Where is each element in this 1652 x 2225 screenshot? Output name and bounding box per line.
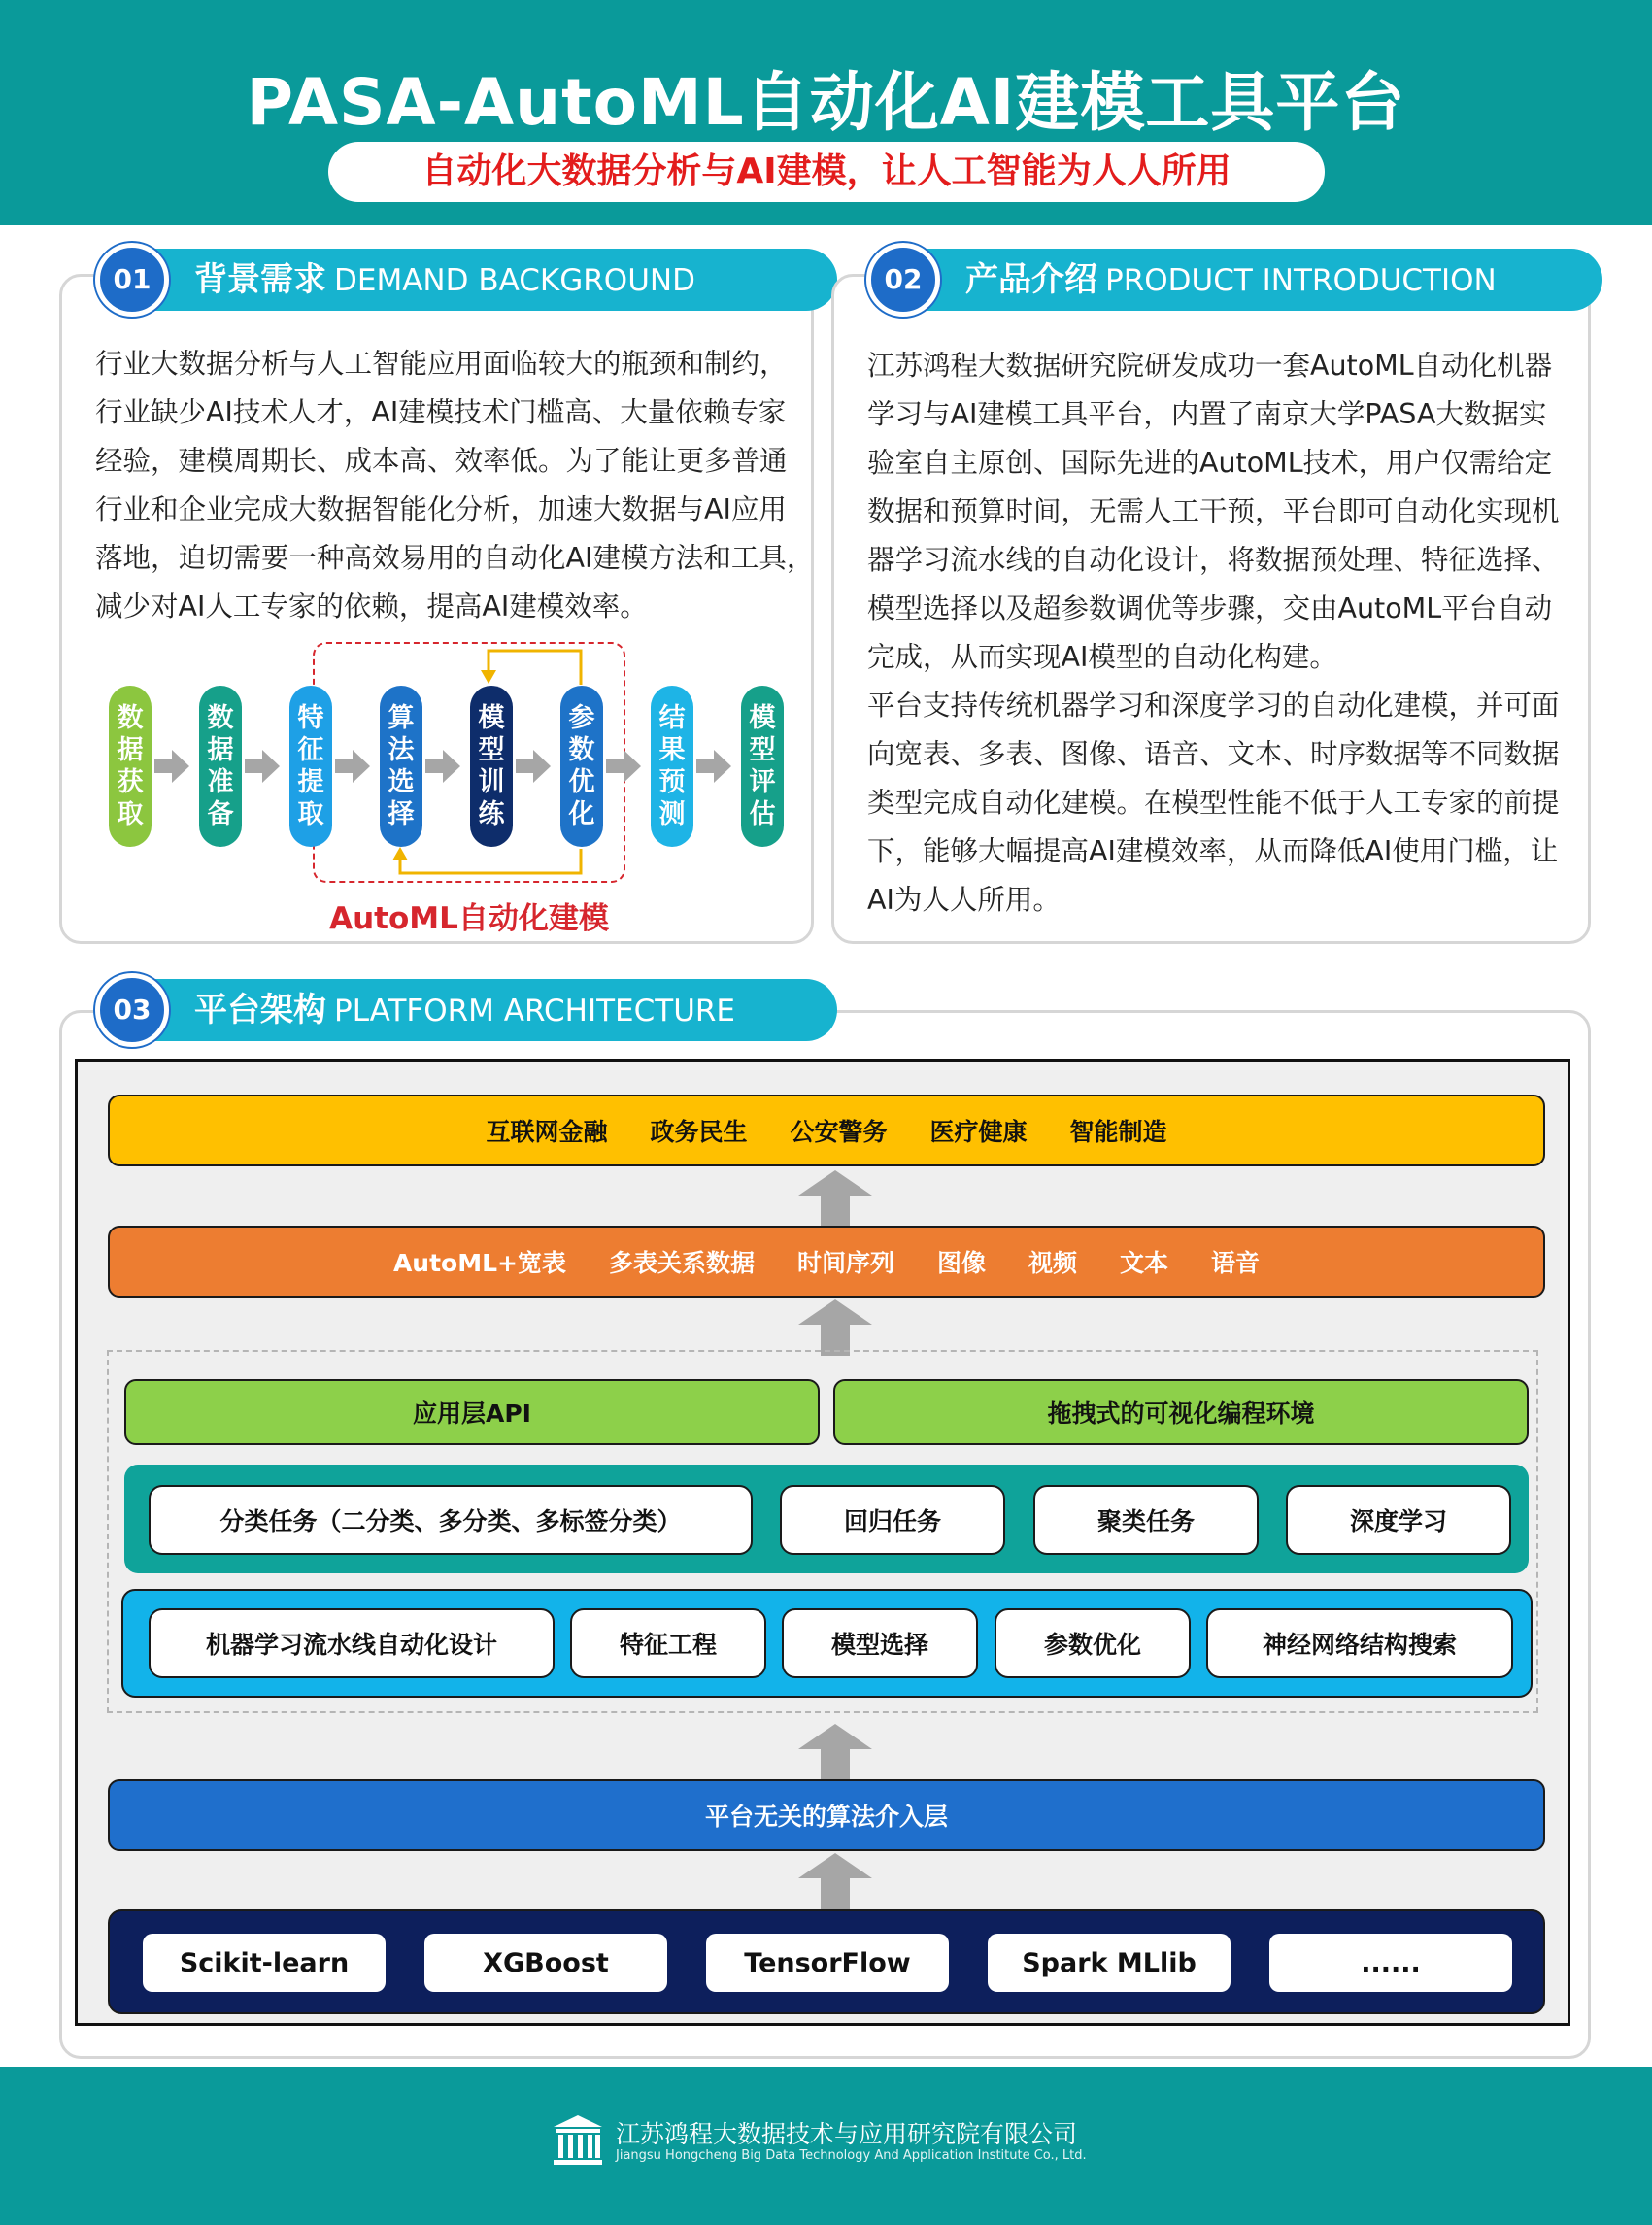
section-number-badge: 02	[866, 243, 940, 317]
flow-step-label: 模型评估	[749, 703, 776, 829]
task-classification: 分类任务（二分类、多分类、多标签分类）	[149, 1485, 753, 1555]
product-introduction-text	[867, 342, 1559, 925]
institute-building-icon	[552, 2113, 604, 2168]
industries-layer	[108, 1095, 1545, 1166]
text-line: 平台支持传统机器学习和深度学习的自动化建模，并可面	[867, 690, 1560, 722]
arrow-right-icon	[154, 750, 189, 783]
text-line: 学习与AI建模工具平台，内置了南京大学PASA大数据实	[867, 398, 1547, 430]
text-line: 数据和预算时间，无需人工干预，平台即可自动化实现机	[867, 495, 1560, 527]
text-line: 减少对AI人工专家的依赖，提高AI建模效率。	[95, 590, 648, 623]
flow-step-label: 结果预测	[658, 703, 686, 829]
demand-background-heading	[95, 249, 804, 311]
flow-step	[560, 686, 603, 847]
flow-step	[470, 686, 513, 847]
data-type-label: 多表关系数据	[608, 1249, 755, 1277]
platform-architecture-heading	[95, 979, 804, 1041]
text-line: 类型完成自动化建模。在模型性能不低于人工专家的前提	[867, 787, 1560, 819]
visual-programming-layer	[833, 1379, 1529, 1445]
page-subtitle: 自动化大数据分析与AI建模，让人工智能为人人所用	[328, 142, 1325, 202]
flow-step	[380, 686, 422, 847]
flow-step	[651, 686, 693, 847]
text-line: 江苏鸿程大数据研究院研发成功一套AutoML自动化机器	[867, 350, 1553, 382]
text-line: 器学习流水线的自动化设计，将数据预处理、特征选择、	[867, 544, 1560, 576]
section-title-zh: 平台架构	[194, 991, 326, 1029]
data-type-label: 图像	[937, 1249, 987, 1277]
visual-programming-label: 拖拽式的可视化编程环境	[1047, 1399, 1315, 1428]
data-type-label: AutoML+宽表	[392, 1249, 566, 1277]
section-title-zh: 背景需求	[194, 260, 326, 299]
data-type-label: 语音	[1211, 1249, 1261, 1277]
up-arrow-icon	[798, 1299, 872, 1356]
demand-background-text	[95, 340, 815, 631]
task-deep-learning: 深度学习	[1286, 1485, 1511, 1555]
text-line: 模型选择以及超参数调优等步骤，交由AutoML平台自动	[867, 592, 1553, 624]
text-line: 验室自主原创、国际先进的AutoML技术，用户仅需给定	[867, 447, 1553, 479]
technique-nas: 神经网络结构搜索	[1206, 1608, 1513, 1678]
technique-model-selection: 模型选择	[782, 1608, 978, 1678]
product-introduction-heading	[866, 249, 1575, 311]
industry-label: 政务民生	[650, 1118, 748, 1146]
text-line: 经验，建模周期长、成本高、效率低。为了能让更多普通	[95, 445, 788, 477]
technique-parameter-optimization: 参数优化	[995, 1608, 1191, 1678]
page-title: PASA-AutoML自动化AI建模工具平台	[246, 65, 1406, 140]
company-name-zh: 江苏鸿程大数据技术与应用研究院有限公司	[616, 2120, 1078, 2148]
text-line: 行业缺少AI技术人才，AI建模技术门槛高、大量依赖专家	[95, 396, 787, 428]
data-type-label: 视频	[1028, 1249, 1078, 1277]
library-scikit-learn: Scikit-learn	[143, 1934, 386, 1992]
section-title-en: DEMAND BACKGROUND	[334, 263, 695, 298]
api-layer	[124, 1379, 820, 1445]
library-xgboost: XGBoost	[424, 1934, 667, 1992]
up-arrow-icon	[798, 1170, 872, 1227]
section-title-zh: 产品介绍	[965, 260, 1097, 299]
up-arrow-icon	[798, 1724, 872, 1780]
algorithm-layer	[108, 1779, 1545, 1851]
data-type-label: 文本	[1120, 1249, 1169, 1277]
section-number-badge: 01	[95, 243, 169, 317]
data-type-label: 时间序列	[796, 1249, 894, 1277]
arrow-right-icon	[606, 750, 641, 783]
industry-label: 互联网金融	[486, 1118, 608, 1146]
technique-pipeline-design: 机器学习流水线自动化设计	[149, 1608, 555, 1678]
technique-feature-engineering: 特征工程	[570, 1608, 766, 1678]
section-number-badge: 03	[95, 973, 169, 1047]
data-types-layer	[108, 1226, 1545, 1298]
text-line: 落地，迫切需要一种高效易用的自动化AI建模方法和工具，	[95, 542, 815, 574]
text-line: 向宽表、多表、图像、语音、文本、时序数据等不同数据	[867, 738, 1560, 770]
library-tensorflow: TensorFlow	[706, 1934, 949, 1992]
industry-label: 医疗健康	[929, 1118, 1028, 1146]
section-title-en: PRODUCT INTRODUCTION	[1105, 263, 1497, 298]
industry-label: 智能制造	[1069, 1118, 1167, 1146]
flow-step	[109, 686, 152, 847]
section-tab	[905, 249, 1602, 311]
text-line: 行业和企业完成大数据智能化分析，加速大数据与AI应用	[95, 493, 787, 525]
flow-step-label: 模型训练	[478, 703, 505, 829]
arrow-right-icon	[516, 750, 551, 783]
flow-step	[289, 686, 332, 847]
section-title-en: PLATFORM ARCHITECTURE	[334, 994, 736, 1028]
library-spark-mllib: Spark MLlib	[988, 1934, 1231, 1992]
text-line: AI为人人所用。	[867, 884, 1061, 916]
section-tab	[134, 979, 837, 1041]
flow-step-label: 算法选择	[388, 703, 415, 829]
flow-step	[199, 686, 242, 847]
flow-step	[741, 686, 784, 847]
arrow-right-icon	[425, 750, 460, 783]
arrow-right-icon	[245, 750, 280, 783]
algorithm-layer-label: 平台无关的算法介入层	[704, 1803, 948, 1831]
text-line: 完成，从而实现AI模型的自动化构建。	[867, 641, 1337, 673]
industry-label: 公安警务	[790, 1118, 888, 1146]
company-name-en: Jiangsu Hongcheng Big Data Technology And Application Institute Co., Ltd.	[616, 2148, 1087, 2163]
arrow-right-icon	[335, 750, 370, 783]
task-clustering: 聚类任务	[1033, 1485, 1259, 1555]
automl-label: AutoML自动化建模	[329, 901, 609, 936]
section-tab	[134, 249, 837, 311]
library-more: ......	[1269, 1934, 1512, 1992]
text-line: 行业大数据分析与人工智能应用面临较大的瓶颈和制约，	[95, 348, 788, 380]
flow-step-label: 参数优化	[568, 703, 595, 829]
flow-step-label: 数据准备	[207, 703, 234, 829]
api-label: 应用层API	[413, 1399, 531, 1428]
up-arrow-icon	[798, 1853, 872, 1909]
text-line: 下，能够大幅提高AI建模效率，从而降低AI使用门槛，让	[867, 835, 1559, 867]
arrow-right-icon	[696, 750, 731, 783]
task-regression: 回归任务	[780, 1485, 1005, 1555]
flow-step-label: 特征提取	[297, 703, 324, 829]
flow-step-label: 数据获取	[117, 703, 144, 829]
